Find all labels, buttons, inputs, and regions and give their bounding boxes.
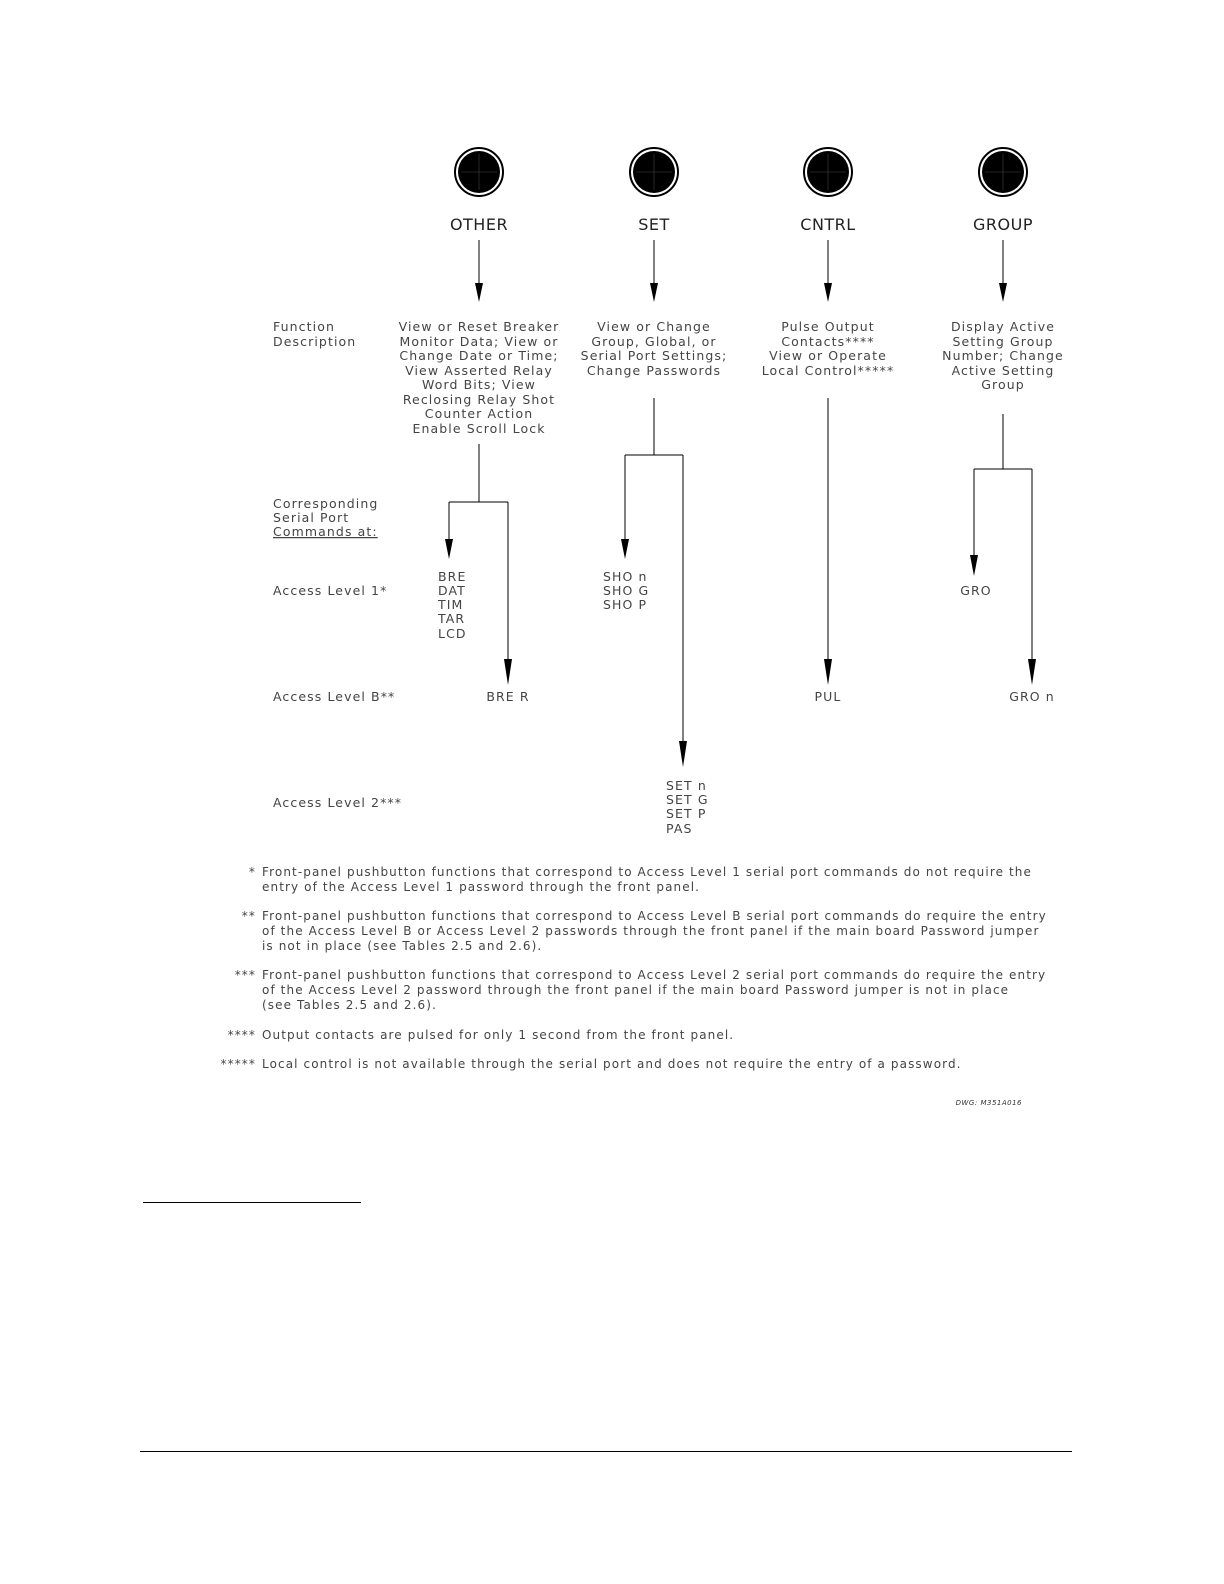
footnote-3	[234, 968, 1062, 1013]
desc-cntrl-line: View or Operate	[769, 348, 887, 363]
footnote-2	[241, 909, 1062, 954]
arrow-group-levelB	[1028, 659, 1036, 685]
arrow-set-desc	[650, 283, 658, 302]
arrow-cntrl-levelB	[824, 659, 832, 685]
commands-other-level1	[437, 569, 467, 641]
row-label-serial-1: Corresponding	[273, 496, 379, 511]
desc-other-line: Counter Action	[424, 406, 534, 421]
desc-other-line: Monitor Data; View or	[399, 334, 559, 349]
desc-set-line: Change Passwords	[586, 363, 722, 378]
footnote-mark: ***	[234, 968, 256, 982]
arrow-other-level1	[445, 539, 453, 559]
command-text: SHO P	[603, 597, 648, 612]
desc-group-line: Group	[981, 377, 1025, 392]
footnote-text: Front-panel pushbutton functions that correspond to Access Level 1 serial port commands do not require the entry of the Access Level 1 password through the front panel.	[262, 865, 1032, 894]
desc-group-line: Active Setting	[951, 363, 1055, 378]
desc-set-line: View or Change	[597, 319, 711, 334]
row-label-access-b: Access Level B**	[273, 689, 396, 704]
desc-set-line: Group, Global, or	[591, 334, 717, 349]
footnote-text: Local control is not available through the serial port and does not require the entry of a password.	[262, 1057, 962, 1071]
command-text: PAS	[666, 821, 693, 836]
commands-set-level1	[603, 569, 649, 612]
command-text: TIM	[438, 597, 464, 612]
arrow-other-levelB	[504, 659, 512, 685]
desc-group	[942, 319, 1064, 392]
command-group-level1: GRO	[960, 583, 992, 598]
footnote-5	[220, 1057, 1062, 1072]
drawing-number: DWG: M351A016	[955, 1099, 1022, 1107]
row-label-serial-3: Commands at:	[273, 524, 378, 539]
command-group-levelB: GRO n	[1009, 689, 1055, 704]
desc-cntrl-line: Local Control*****	[761, 363, 895, 378]
command-text: SET P	[666, 806, 707, 821]
arrow-set-level1	[621, 539, 629, 559]
command-text: BRE	[438, 569, 467, 584]
row-label-function-2: Description	[273, 334, 357, 349]
command-text: DAT	[438, 583, 466, 598]
footnote-mark: *	[248, 865, 256, 879]
button-label-other: OTHER	[449, 215, 509, 234]
button-group	[973, 148, 1033, 234]
button-label-group: GROUP	[973, 215, 1033, 234]
command-text: SET G	[666, 792, 709, 807]
footnote-text: Front-panel pushbutton functions that correspond to Access Level B serial port commands do require the entry of the Access Level B or Access Level 2 passwords through the front panel if the main board Password jumper is not in place (see Tables 2.5 and 2.6).	[262, 909, 1047, 953]
arrow-group-level1	[970, 555, 978, 576]
command-text: SHO G	[603, 583, 650, 598]
desc-set-line: Serial Port Settings;	[580, 348, 728, 363]
desc-cntrl-line: Pulse Output	[781, 319, 875, 334]
desc-set	[581, 319, 728, 378]
desc-other-line: View Asserted Relay	[405, 363, 553, 378]
footnote-mark: **	[241, 909, 256, 923]
desc-group-line: Display Active	[950, 319, 1056, 334]
desc-other	[399, 319, 560, 436]
footnote-mark: ****	[227, 1028, 256, 1042]
arrow-other-desc	[475, 283, 483, 302]
desc-other-line: Enable Scroll Lock	[412, 421, 546, 436]
footnote-4	[227, 1028, 1062, 1043]
footnote-separator	[143, 1202, 361, 1203]
button-label-cntrl: CNTRL	[800, 215, 856, 234]
row-label-access-2: Access Level 2***	[273, 795, 403, 810]
desc-other-line: Word Bits; View	[422, 377, 536, 392]
desc-cntrl	[762, 319, 895, 378]
page-footer-rule	[140, 1451, 1072, 1452]
footnote-1	[248, 865, 1062, 895]
button-cntrl	[800, 148, 855, 234]
button-set	[630, 148, 678, 234]
row-label-serial-2: Serial Port	[273, 510, 350, 525]
command-text: TAR	[438, 611, 466, 626]
row-label-function-1: Function	[273, 319, 335, 334]
footnote-mark: *****	[220, 1057, 256, 1071]
command-text: SET n	[666, 778, 707, 793]
desc-other-line: Reclosing Relay Shot	[402, 392, 556, 407]
arrow-group-desc	[999, 283, 1007, 302]
arrow-set-level2	[679, 741, 687, 767]
button-other	[450, 148, 508, 234]
connector-lines	[449, 240, 1032, 742]
row-label-access-1: Access Level 1*	[273, 583, 388, 598]
desc-cntrl-line: Contacts****	[781, 334, 875, 349]
footnote-text: Front-panel pushbutton functions that correspond to Access Level 2 serial port commands do require the entry of the Access Level 2 password through the front panel if the main board Password jumper is not in place (see Tables 2.5 and 2.6).	[262, 968, 1047, 1012]
button-label-set: SET	[638, 215, 670, 234]
command-other-levelB: BRE R	[486, 689, 530, 704]
desc-other-line: View or Reset Breaker	[398, 319, 560, 334]
commands-set-level2	[666, 778, 709, 836]
desc-group-line: Setting Group	[952, 334, 1054, 349]
arrow-cntrl-desc	[824, 283, 832, 302]
command-cntrl-levelB: PUL	[814, 689, 842, 704]
desc-group-line: Number; Change	[942, 348, 1064, 363]
desc-other-line: Change Date or Time;	[399, 348, 559, 363]
command-text: SHO n	[603, 569, 648, 584]
footnote-text: Output contacts are pulsed for only 1 second from the front panel.	[262, 1028, 735, 1042]
command-text: LCD	[438, 626, 467, 641]
